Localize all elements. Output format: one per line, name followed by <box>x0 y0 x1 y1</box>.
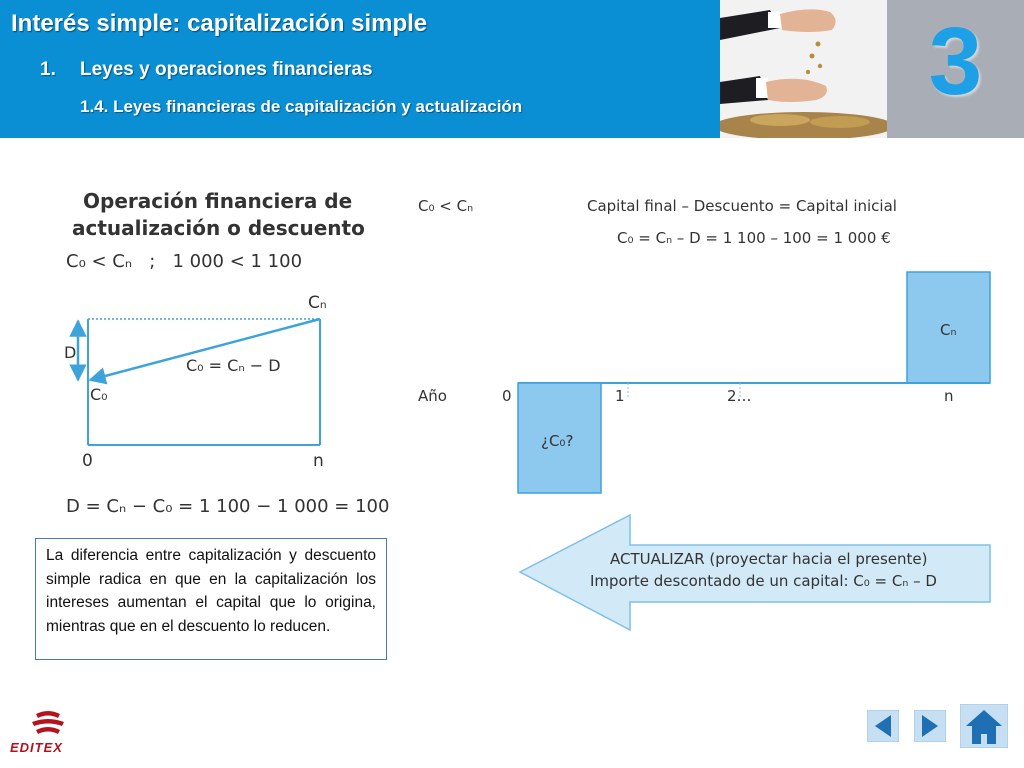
tick-1-label: 1 <box>615 387 625 405</box>
left-arrow-icon <box>867 710 899 742</box>
section-number: 1. <box>40 59 56 80</box>
arrow-text-line1: ACTUALIZAR (proyectar hacia el presente) <box>610 550 928 568</box>
arrow-text-line2: Importe descontado de un capital: C₀ = Cₙ – D <box>590 572 937 590</box>
left-formula: D = Cₙ − C₀ = 1 100 − 1 000 = 100 <box>66 496 390 517</box>
tick-n-label: n <box>944 387 954 405</box>
section-heading <box>40 59 373 81</box>
right-formula-line2: C₀ = Cₙ – D = 1 100 – 100 = 1 000 € <box>617 229 891 247</box>
slide-title: Interés simple: capitalización simple <box>11 10 428 37</box>
editex-logo-text: EDITEX <box>10 740 63 755</box>
editex-logo <box>10 710 80 760</box>
cn-box-label: Cₙ <box>940 321 957 339</box>
header-bar <box>0 0 720 138</box>
left-axis-start: 0 <box>82 451 93 471</box>
left-label-d: D <box>64 343 77 362</box>
home-button[interactable] <box>960 704 1008 748</box>
c0-box-label: ¿C₀? <box>541 432 574 450</box>
tick-0-label: 0 <box>502 387 512 405</box>
axis-label-ano: Año <box>418 387 447 405</box>
right-inequality: C₀ < Cₙ <box>418 197 474 215</box>
left-label-cn: Cₙ <box>308 293 327 313</box>
subsection-title: 1.4. Leyes financieras de capitalización y actualización <box>80 97 523 116</box>
left-title-line1: Operación financiera de <box>83 189 353 213</box>
left-title-line2: actualización o descuento <box>72 216 365 240</box>
next-button[interactable] <box>914 710 946 742</box>
section-title: Leyes y operaciones financieras <box>80 59 373 80</box>
tick-2-label: 2… <box>727 387 752 405</box>
chapter-number: 3 <box>928 8 983 115</box>
coins-illustration <box>720 0 887 138</box>
home-icon <box>960 704 1008 748</box>
coins-photo <box>720 0 887 138</box>
previous-button[interactable] <box>867 710 899 742</box>
editex-logo-icon <box>28 710 68 738</box>
explanation-note: La diferencia entre capitalización y descuento simple radica en que en la capitalización los intereses aumentan el capital que lo origina, mientras que en el descuento lo reducen. <box>35 538 387 660</box>
left-label-c0: C₀ <box>90 385 108 404</box>
chapter-badge <box>887 0 1024 138</box>
right-formula-line1: Capital final – Descuento = Capital inicial <box>587 197 897 215</box>
left-inequality: C₀ < Cₙ ; 1 000 < 1 100 <box>66 251 303 272</box>
left-relation: C₀ = Cₙ − D <box>186 356 281 375</box>
left-axis-end: n <box>313 451 324 471</box>
right-arrow-icon <box>914 710 946 742</box>
